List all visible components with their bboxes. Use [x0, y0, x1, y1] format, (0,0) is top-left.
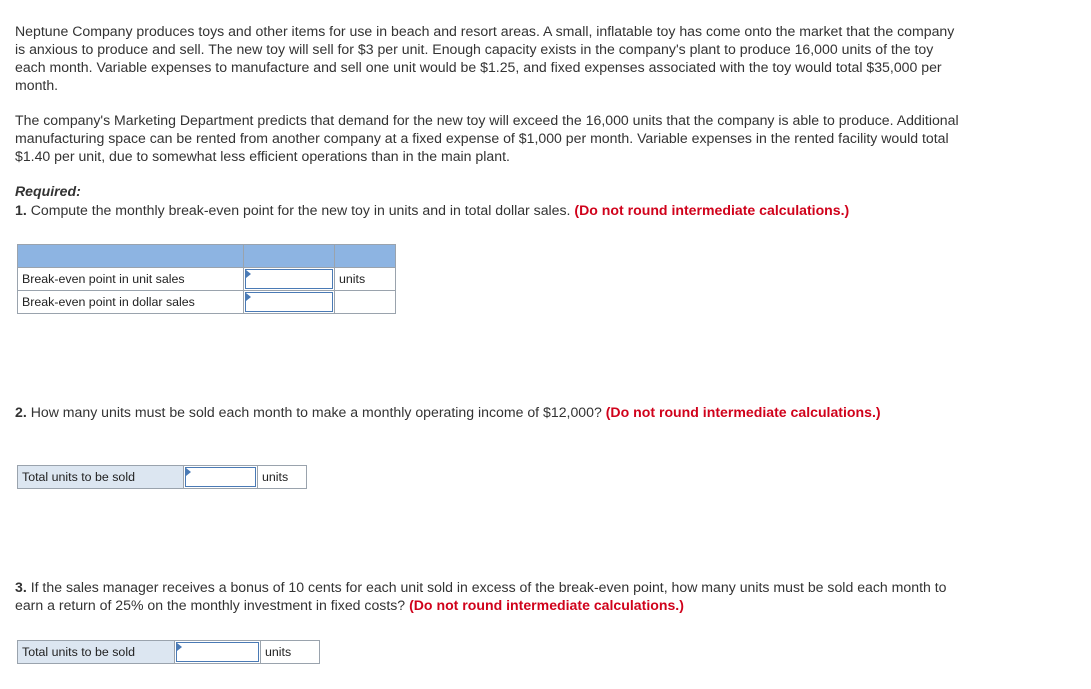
row-label: Break-even point in unit sales	[18, 268, 244, 291]
question-1-number: 1.	[15, 202, 27, 218]
header-cell	[244, 245, 335, 268]
row-unit: units	[258, 466, 307, 489]
header-cell	[335, 245, 396, 268]
break-even-dollars-input[interactable]	[244, 291, 335, 314]
input-marker-icon	[246, 270, 251, 278]
question-2-text: How many units must be sold each month to make a monthly operating income of $12,000?	[30, 404, 602, 420]
row-label: Break-even point in dollar sales	[18, 291, 244, 314]
units-for-income-input[interactable]	[184, 466, 258, 489]
input-box[interactable]	[185, 467, 256, 487]
question-1-answer-table	[17, 244, 396, 314]
question-2-number: 2.	[15, 404, 27, 420]
input-marker-icon	[177, 643, 182, 651]
header-cell	[18, 245, 244, 268]
question-3	[15, 578, 965, 614]
break-even-units-input[interactable]	[244, 268, 335, 291]
row-label: Total units to be sold	[18, 641, 175, 664]
row-unit: units	[261, 641, 320, 664]
question-3-text: If the sales manager receives a bonus of 10 cents for each unit sold in excess of the break-even point, how many units must be sold each month to earn a return of 25% on the monthly investment in fixed costs?	[15, 579, 947, 613]
question-1-note: (Do not round intermediate calculations.)	[574, 202, 850, 218]
row-unit: units	[335, 268, 396, 291]
row-label: Total units to be sold	[18, 466, 184, 489]
question-1-text: Compute the monthly break-even point for the new toy in units and in total dollar sales.	[30, 202, 571, 218]
question-3-answer-table	[17, 640, 320, 664]
question-2-note: (Do not round intermediate calculations.)	[605, 404, 881, 420]
question-2	[15, 403, 965, 421]
problem-paragraph-2: The company's Marketing Department predicts that demand for the new toy will exceed the 16,000 units that the company is able to produce. Additional manufacturing space can be rented from another company at a fixed expense of $1,000 per month. Variable expenses in the rented facility would total $1.40 per unit, due to somewhat less efficient operations than in the main plant.	[15, 112, 959, 164]
input-box[interactable]	[176, 642, 259, 662]
input-box[interactable]	[245, 292, 333, 312]
question-3-note: (Do not round intermediate calculations.)	[409, 597, 684, 613]
problem-paragraph-1: Neptune Company produces toys and other items for use in beach and resort areas. A small, inflatable toy has come onto the market that the company is anxious to produce and sell. The new toy will sell for $3 per unit. Enough capacity exists in the company's plant to produce 16,000 units of the toy each month. Variable expenses to manufacture and sell one unit would be $1.25, and fixed expenses associated with the toy would total $35,000 per month.	[15, 23, 955, 93]
table-row	[18, 268, 396, 291]
question-1	[15, 201, 965, 219]
table-row	[18, 291, 396, 314]
table-row	[18, 641, 320, 664]
row-unit	[335, 291, 396, 314]
units-for-return-input[interactable]	[175, 641, 261, 664]
question-2-answer-table	[17, 465, 307, 489]
input-box[interactable]	[245, 269, 333, 289]
question-3-number: 3.	[15, 579, 27, 595]
input-marker-icon	[186, 468, 191, 476]
required-label: Required:	[15, 183, 81, 199]
input-marker-icon	[246, 293, 251, 301]
table-header-row	[18, 245, 396, 268]
table-row	[18, 466, 307, 489]
